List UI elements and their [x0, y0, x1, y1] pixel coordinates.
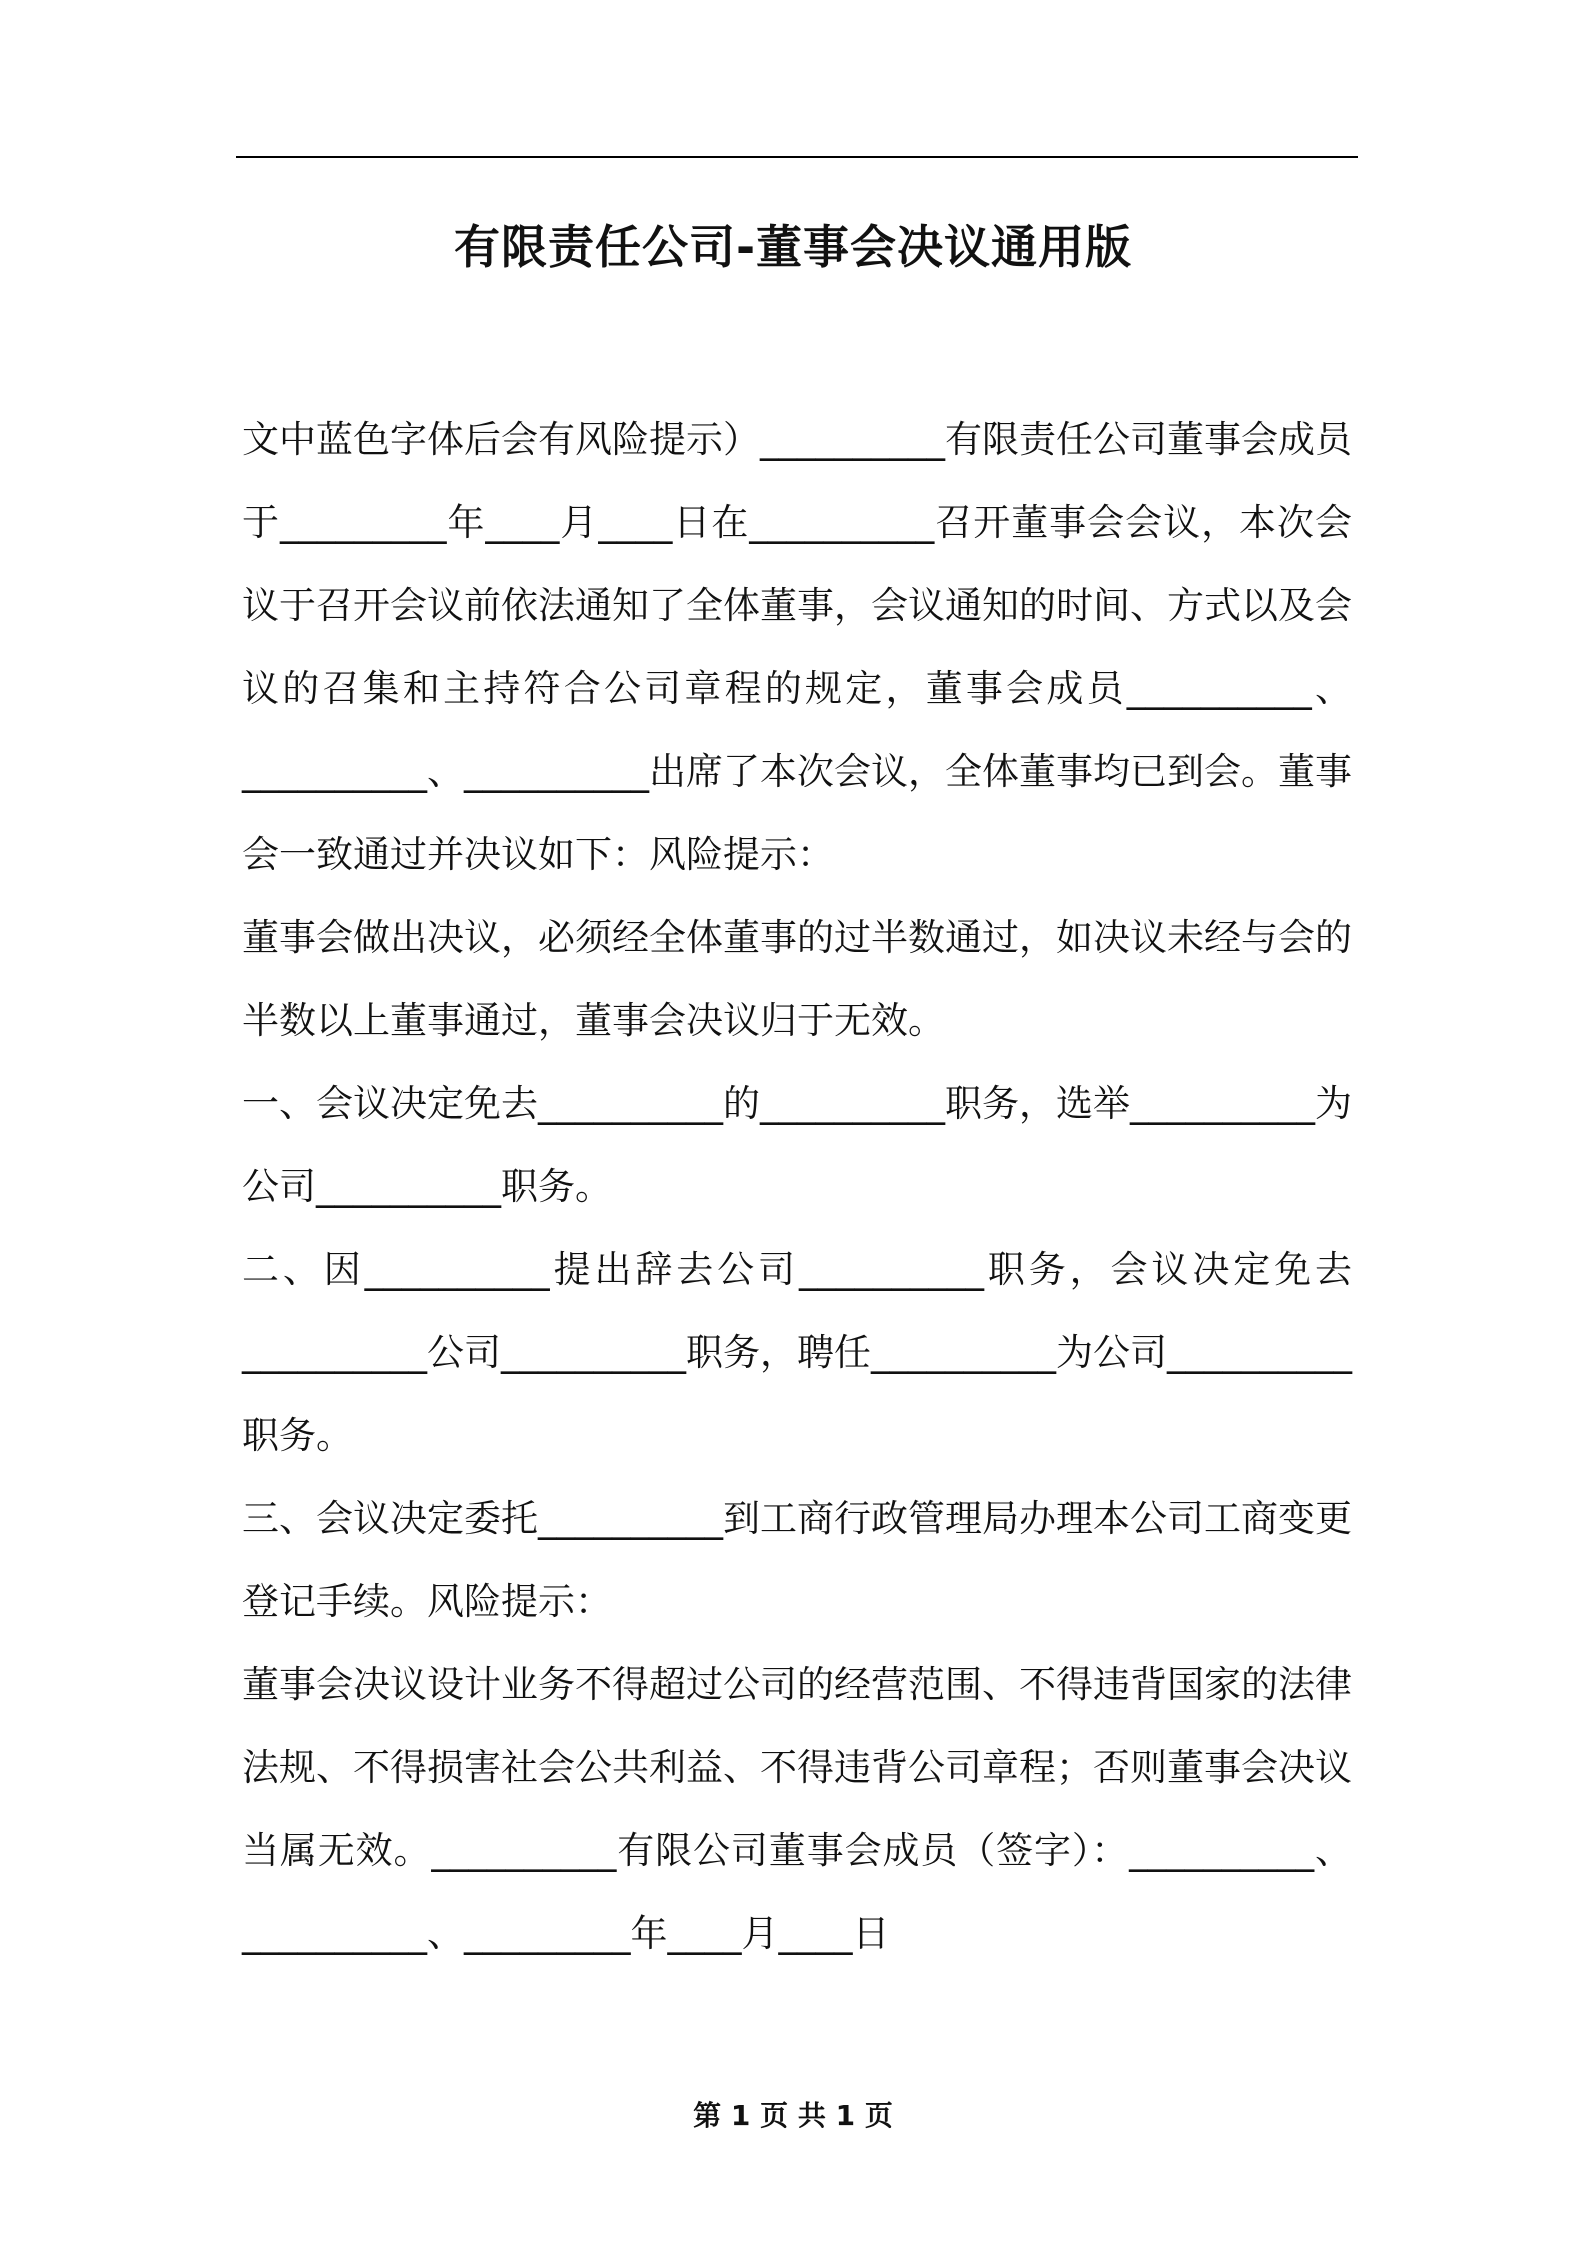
paragraph-resolution-1: 一、会议决定免去__________的__________职务，选举__________为公司__________职务。 [242, 1082, 1352, 1208]
paragraph-resolution-3: 三、会议决定委托__________到工商行政管理局办理本公司工商变更登记手续。风险提示： [242, 1497, 1352, 1623]
document-body [242, 398, 1352, 1975]
paragraph-resolution-2: 二、因__________提出辞去公司__________职务，会议决定免去__________公司__________职务，聘任__________为公司__________职务。 [242, 1248, 1352, 1457]
paragraph-risk-note-majority: 董事会做出决议，必须经全体董事的过半数通过，如决议未经与会的半数以上董事通过，董事会决议归于无效。 [242, 916, 1352, 1042]
paragraph-meeting-intro: 文中蓝色字体后会有风险提示）__________有限责任公司董事会成员于_________年____月____日在__________召开董事会会议，本次会议于召开会议前依法通知了全体董事，会议通知的时间、方式以及会议的召集和主持符合公司章程的规定，董事会成员__________、__________、__________出席了本次会议，全体董事均已到会。董事会一致通过并决议如下：风险提示： [242, 418, 1352, 876]
page-number: 第 1 页 共 1 页 [693, 2099, 893, 2132]
paragraph-risk-note-scope-and-signatures: 董事会决议设计业务不得超过公司的经营范围、不得违背国家的法律法规、不得损害社会公共利益、不得违背公司章程；否则董事会决议当属无效。__________有限公司董事会成员（签字）：__________、__________、_________年____月____日 [242, 1663, 1352, 1955]
document-title: 有限责任公司-董事会决议通用版 [453, 220, 1133, 274]
header-rule [236, 156, 1358, 158]
